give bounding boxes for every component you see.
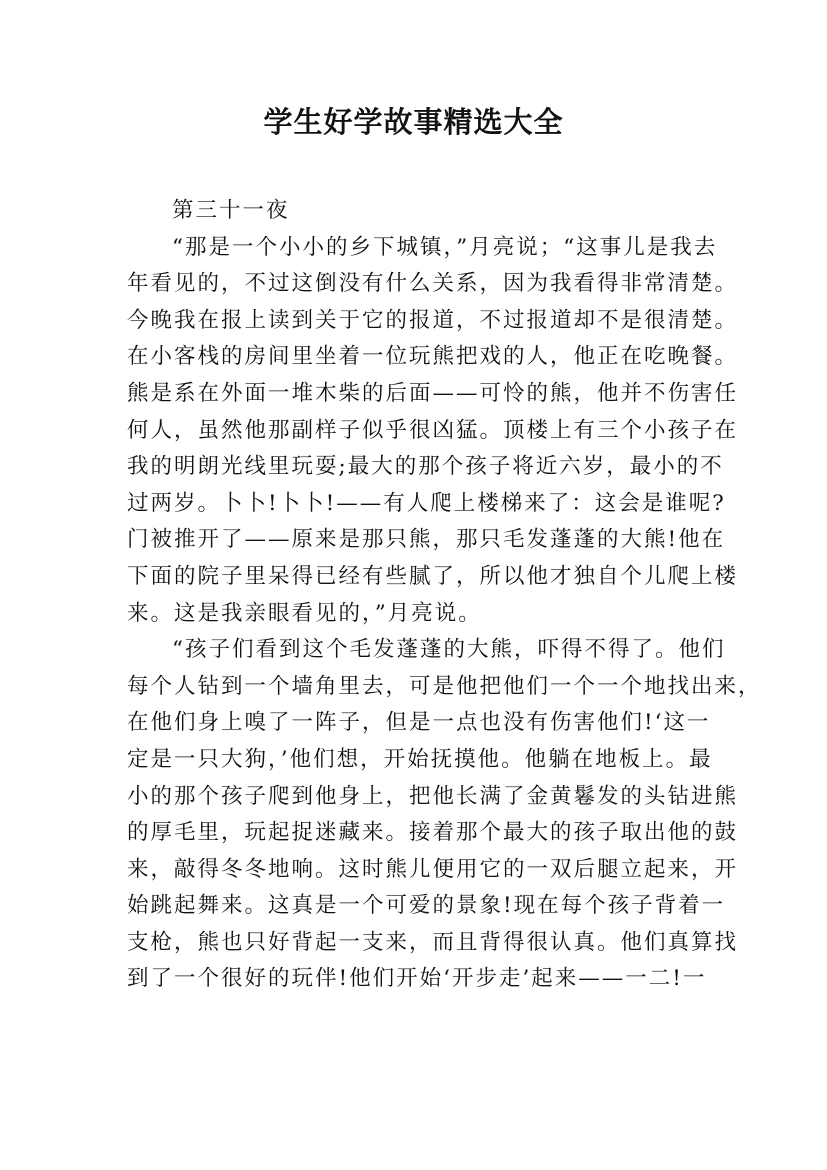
paragraph-line: 在他们身上嗅了一阵子，但是一点也没有伤害他们!‘这一 (127, 710, 711, 736)
paragraph-line: “孩子们看到这个毛发蓬蓬的大熊，吓得不得了。他们 (172, 637, 726, 663)
paragraph-line: 支枪，熊也只好背起一支来，而且背得很认真。他们真算找 (127, 929, 739, 955)
paragraph-line: 我的明朗光线里玩耍;最大的那个孩子将近六岁，最小的不 (127, 454, 724, 480)
document-title: 学生好学故事精选大全 (263, 105, 564, 139)
paragraph-line: 在小客栈的房间里坐着一位玩熊把戏的人，他正在吃晚餐。 (127, 344, 739, 370)
paragraph-line: “那是一个小小的乡下城镇，”月亮说；“这事儿是我去 (172, 234, 718, 260)
paragraph-line: 过两岁。卜卜!卜卜!——有人爬上楼梯来了：这会是谁呢? (127, 490, 726, 516)
paragraph-line: 小的那个孩子爬到他身上，把他长满了金黄鬈发的头钻进熊 (127, 783, 739, 809)
paragraph-line: 熊是系在外面一堆木柴的后面——可怜的熊，他并不伤害任 (127, 380, 739, 406)
paragraph-line: 的厚毛里，玩起捉迷藏来。接着那个最大的孩子取出他的鼓 (127, 820, 739, 846)
paragraph-line: 下面的院子里呆得已经有些腻了，所以他才独自个儿爬上楼 (127, 563, 739, 589)
chapter-heading: 第三十一夜 (172, 198, 290, 223)
document-body (127, 193, 762, 998)
paragraph-line: 何人，虽然他那副样子似乎很凶猛。顶楼上有三个小孩子在 (127, 417, 739, 443)
paragraph-line: 年看见的，不过这倒没有什么关系，因为我看得非常清楚。 (127, 271, 739, 297)
paragraph-line: 来，敲得冬冬地响。这时熊儿便用它的一双后腿立起来，开 (127, 856, 739, 882)
paragraph-line: 今晚我在报上读到关于它的报道，不过报道却不是很清楚。 (127, 307, 739, 333)
paragraph-line: 到了一个很好的玩伴!他们开始‘开步走’起来——一二!一 (127, 966, 707, 992)
paragraph-line: 定是一只大狗，’他们想，开始抚摸他。他躺在地板上。最 (127, 746, 713, 772)
paragraph-line: 来。这是我亲眼看见的，”月亮说。 (127, 600, 482, 626)
paragraph-line: 每个人钻到一个墙角里去，可是他把他们一个一个地找出来， (127, 673, 762, 699)
paragraph-line: 门被推开了——原来是那只熊，那只毛发蓬蓬的大熊!他在 (127, 527, 726, 553)
paragraph-line: 始跳起舞来。这真是一个可爱的景象!现在每个孩子背着一 (127, 893, 726, 919)
